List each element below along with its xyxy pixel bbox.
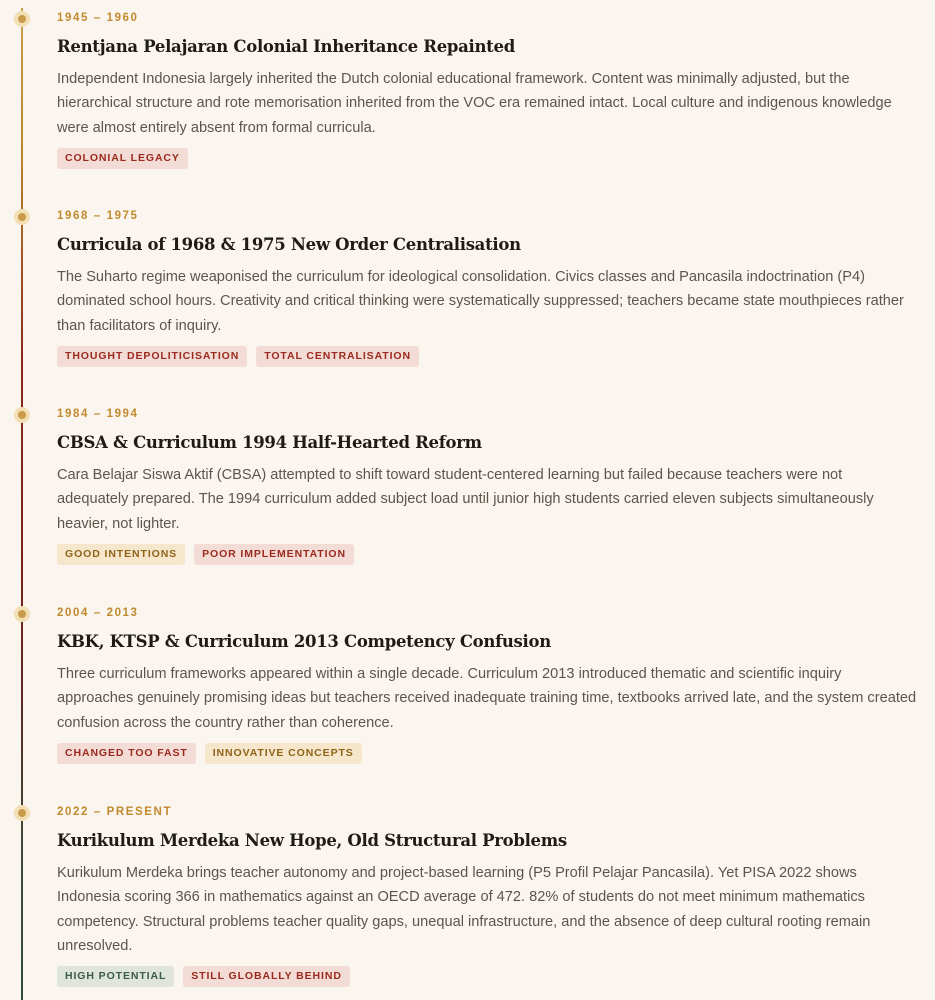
entry-tags xyxy=(57,148,917,169)
timeline-line xyxy=(21,8,23,1000)
timeline-entry xyxy=(57,406,917,565)
entry-tags xyxy=(57,346,917,367)
tag-badge: STILL GLOBALLY BEHIND xyxy=(183,966,350,987)
entry-title: KBK, KTSP & Curriculum 2013 Competency Confusion xyxy=(57,632,551,651)
entry-date: 1945 – 1960 xyxy=(57,12,139,24)
entry-tags xyxy=(57,743,917,764)
entry-description: Three curriculum frameworks appeared within a single decade. Curriculum 2013 introduced thematic and scientific inquiry approaches genuinely promising ideas but teachers received inadequate training time, textbooks arrived late, and the system created confusion across the country rather than coherence. xyxy=(57,666,917,731)
entry-description: The Suharto regime weaponised the curriculum for ideological consolidation. Civics classes and Pancasila indoctrination (P4) dominated school hours. Creativity and critical thinking were systematically suppressed; teachers became state mouthpieces rather than facilitators of inquiry. xyxy=(57,269,904,334)
entry-description: Kurikulum Merdeka brings teacher autonomy and project-based learning (P5 Profil Pelajar Pancasila). Yet PISA 2022 shows Indonesia scoring 366 in mathematics against an OECD average of 472. 82% of students do not meet minimum mathematics competency. Structural problems teacher quality gaps, unequal infrastructure, and the absence of deep cultural rooting remain unresolved. xyxy=(57,865,871,954)
timeline-dot xyxy=(14,407,30,423)
tag-badge: COLONIAL LEGACY xyxy=(57,148,188,169)
tag-badge: CHANGED TOO FAST xyxy=(57,743,196,764)
entry-description: Independent Indonesia largely inherited the Dutch colonial educational framework. Content was minimally adjusted, but the hierarchical structure and rote memorisation inherited from the VOC era remained intact. Local culture and indigenous knowledge were almost entirely absent from formal curricula. xyxy=(57,71,892,136)
tag-badge: INNOVATIVE CONCEPTS xyxy=(205,743,362,764)
entry-date: 2004 – 2013 xyxy=(57,607,139,619)
timeline-entry xyxy=(57,804,917,987)
timeline-entry xyxy=(57,10,917,169)
timeline-dot xyxy=(14,805,30,821)
entry-date: 1968 – 1975 xyxy=(57,210,139,222)
entry-title: Kurikulum Merdeka New Hope, Old Structural Problems xyxy=(57,831,567,850)
timeline-dot xyxy=(14,11,30,27)
tag-badge: HIGH POTENTIAL xyxy=(57,966,174,987)
timeline-entry xyxy=(57,605,917,764)
entry-tags xyxy=(57,544,917,565)
entry-title: CBSA & Curriculum 1994 Half-Hearted Reform xyxy=(57,433,482,452)
tag-badge: TOTAL CENTRALISATION xyxy=(256,346,419,367)
tag-badge: THOUGHT DEPOLITICISATION xyxy=(57,346,247,367)
tag-badge: GOOD INTENTIONS xyxy=(57,544,185,565)
entry-date: 1984 – 1994 xyxy=(57,408,139,420)
timeline-dot xyxy=(14,606,30,622)
entry-description: Cara Belajar Siswa Aktif (CBSA) attempted to shift toward student-centered learning but failed because teachers were not adequately prepared. The 1994 curriculum added subject load until junior high students carried eleven subjects simultaneously heavier, not lighter. xyxy=(57,467,874,532)
entry-title: Curricula of 1968 & 1975 New Order Centralisation xyxy=(57,235,521,254)
entry-tags xyxy=(57,966,917,987)
entry-date: 2022 – PRESENT xyxy=(57,806,173,818)
entry-title: Rentjana Pelajaran Colonial Inheritance Repainted xyxy=(57,37,515,56)
timeline-dot xyxy=(14,209,30,225)
tag-badge: POOR IMPLEMENTATION xyxy=(194,544,354,565)
timeline-entry xyxy=(57,208,917,367)
